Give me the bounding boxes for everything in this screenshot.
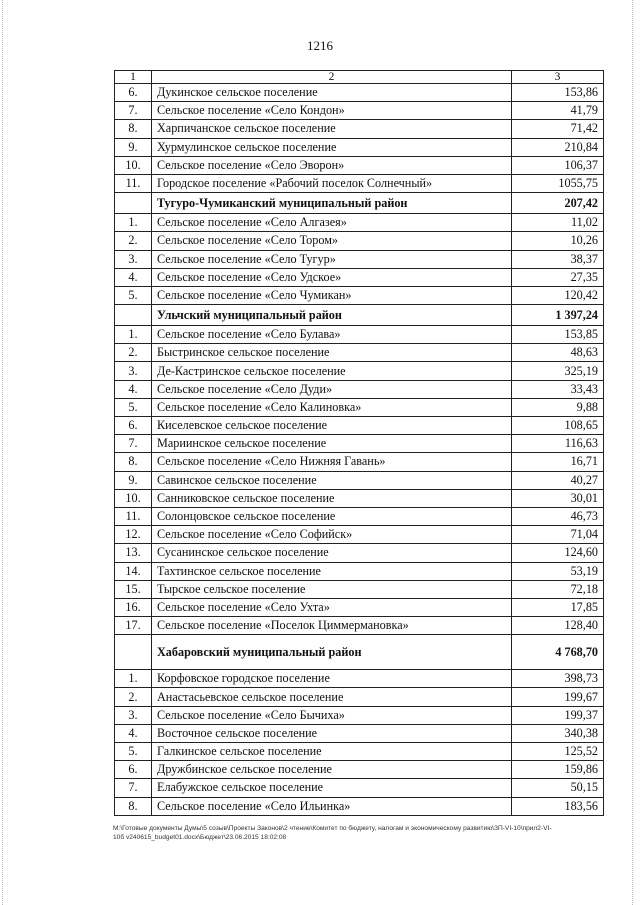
row-value: 10,26	[512, 232, 604, 250]
row-number: 7.	[115, 779, 152, 797]
settlement-row	[115, 670, 604, 688]
row-name: Галкинское сельское поселение	[152, 743, 512, 761]
row-name: Мариинское сельское поселение	[152, 435, 512, 453]
row-number: 1.	[115, 670, 152, 688]
row-value: 4 768,70	[512, 635, 604, 670]
row-number: 7.	[115, 435, 152, 453]
settlement-row	[115, 724, 604, 742]
row-number: 8.	[115, 453, 152, 471]
settlement-row	[115, 362, 604, 380]
row-value: 325,19	[512, 362, 604, 380]
row-number: 10.	[115, 156, 152, 174]
budget-table-body	[115, 71, 604, 816]
row-number: 1.	[115, 214, 152, 232]
row-value: 1 397,24	[512, 305, 604, 326]
settlement-row	[115, 417, 604, 435]
row-name: Сельское поселение «Поселок Циммермановка»	[152, 617, 512, 635]
row-number: 2.	[115, 344, 152, 362]
row-value: 124,60	[512, 544, 604, 562]
row-number: 1.	[115, 326, 152, 344]
row-name: Корфовское городское поселение	[152, 670, 512, 688]
row-name: Тырское сельское поселение	[152, 580, 512, 598]
row-value: 46,73	[512, 507, 604, 525]
row-value: 153,86	[512, 84, 604, 102]
right-margin-line	[632, 0, 633, 905]
row-value: 207,42	[512, 193, 604, 214]
settlement-row	[115, 326, 604, 344]
file-path-footer	[113, 824, 613, 842]
settlement-row	[115, 544, 604, 562]
row-value: 159,86	[512, 761, 604, 779]
row-name: Елабужское сельское поселение	[152, 779, 512, 797]
row-number: 3.	[115, 362, 152, 380]
row-name: Сельское поселение «Село Тугур»	[152, 250, 512, 268]
row-value: 340,38	[512, 724, 604, 742]
row-number: 12.	[115, 526, 152, 544]
row-name: Сельское поселение «Село Эворон»	[152, 156, 512, 174]
row-number: 2.	[115, 232, 152, 250]
row-value: 27,35	[512, 268, 604, 286]
row-name: Городское поселение «Рабочий поселок Солнечный»	[152, 174, 512, 192]
page-number: 1216	[307, 38, 333, 53]
row-name: Сусанинское сельское поселение	[152, 544, 512, 562]
row-name: Восточное сельское поселение	[152, 724, 512, 742]
row-number: 9.	[115, 471, 152, 489]
row-number: 11.	[115, 507, 152, 525]
row-name: Сельское поселение «Село Ухта»	[152, 598, 512, 616]
row-name: Сельское поселение «Село Кондон»	[152, 102, 512, 120]
row-value: 199,37	[512, 706, 604, 724]
footer-line-2: 10б v240615_budget01.docx\Бюджет\23.06.2015 18:02:08	[113, 834, 287, 841]
settlement-row	[115, 102, 604, 120]
settlement-row	[115, 489, 604, 507]
settlement-row	[115, 398, 604, 416]
district-row	[115, 635, 604, 670]
settlement-row	[115, 156, 604, 174]
row-number: 6.	[115, 84, 152, 102]
district-row	[115, 305, 604, 326]
settlement-row	[115, 598, 604, 616]
row-number: 6.	[115, 761, 152, 779]
row-number: 16.	[115, 598, 152, 616]
row-number: 11.	[115, 174, 152, 192]
row-name: Тахтинское сельское поселение	[152, 562, 512, 580]
row-number: 8.	[115, 797, 152, 815]
footer-line-1: M:\Готовые документы Думы\5 созыв\Проекты Законов\2 чтение\Комитет по бюджету, налогам и экономическому развитию\ЗП-VI-10\прил2-VI-	[113, 825, 552, 832]
row-name: Дукинское сельское поселение	[152, 84, 512, 102]
row-name: Сельское поселение «Село Удское»	[152, 268, 512, 286]
settlement-row	[115, 779, 604, 797]
settlement-row	[115, 743, 604, 761]
row-value: 9,88	[512, 398, 604, 416]
row-name: Сельское поселение «Село Тором»	[152, 232, 512, 250]
row-number: 7.	[115, 102, 152, 120]
row-number: 17.	[115, 617, 152, 635]
row-name: Сельское поселение «Село Калиновка»	[152, 398, 512, 416]
settlement-row	[115, 435, 604, 453]
settlement-row	[115, 268, 604, 286]
row-name: Анастасьевское сельское поселение	[152, 688, 512, 706]
row-value: 128,40	[512, 617, 604, 635]
settlement-row	[115, 214, 604, 232]
settlement-row	[115, 526, 604, 544]
row-value: 71,42	[512, 120, 604, 138]
row-name: Санниковское сельское поселение	[152, 489, 512, 507]
district-row	[115, 193, 604, 214]
row-number: 13.	[115, 544, 152, 562]
row-number	[115, 193, 152, 214]
row-number: 5.	[115, 286, 152, 304]
settlement-row	[115, 232, 604, 250]
settlement-row	[115, 562, 604, 580]
row-name: Сельское поселение «Село Софийск»	[152, 526, 512, 544]
settlement-row	[115, 286, 604, 304]
settlement-row	[115, 174, 604, 192]
row-name: Ульчский муниципальный район	[152, 305, 512, 326]
row-value: 120,42	[512, 286, 604, 304]
row-name: Хабаровский муниципальный район	[152, 635, 512, 670]
settlement-row	[115, 617, 604, 635]
row-value: 30,01	[512, 489, 604, 507]
row-number: 2.	[115, 688, 152, 706]
header-col-2: 2	[152, 71, 512, 84]
row-name: Сельское поселение «Село Бычиха»	[152, 706, 512, 724]
row-number: 9.	[115, 138, 152, 156]
row-value: 50,15	[512, 779, 604, 797]
row-value: 116,63	[512, 435, 604, 453]
row-value: 125,52	[512, 743, 604, 761]
settlement-row	[115, 250, 604, 268]
row-name: Быстринское сельское поселение	[152, 344, 512, 362]
row-number: 14.	[115, 562, 152, 580]
row-value: 40,27	[512, 471, 604, 489]
header-col-3: 3	[512, 71, 604, 84]
row-value: 33,43	[512, 380, 604, 398]
row-name: Киселевское сельское поселение	[152, 417, 512, 435]
row-value: 1055,75	[512, 174, 604, 192]
row-name: Сельское поселение «Село Нижняя Гавань»	[152, 453, 512, 471]
settlement-row	[115, 507, 604, 525]
row-value: 17,85	[512, 598, 604, 616]
row-name: Сельское поселение «Село Чумикан»	[152, 286, 512, 304]
settlement-row	[115, 580, 604, 598]
header-col-1: 1	[115, 71, 152, 84]
row-value: 72,18	[512, 580, 604, 598]
row-number: 6.	[115, 417, 152, 435]
left-margin-line	[2, 0, 3, 905]
row-value: 199,67	[512, 688, 604, 706]
budget-table	[114, 70, 604, 816]
settlement-row	[115, 380, 604, 398]
settlement-row	[115, 344, 604, 362]
row-number: 15.	[115, 580, 152, 598]
settlement-row	[115, 120, 604, 138]
row-value: 41,79	[512, 102, 604, 120]
row-value: 71,04	[512, 526, 604, 544]
row-number: 4.	[115, 724, 152, 742]
row-number	[115, 305, 152, 326]
row-value: 11,02	[512, 214, 604, 232]
settlement-row	[115, 453, 604, 471]
settlement-row	[115, 706, 604, 724]
row-number: 3.	[115, 250, 152, 268]
row-name: Харпичанское сельское поселение	[152, 120, 512, 138]
settlement-row	[115, 688, 604, 706]
row-name: Тугуро-Чумиканский муниципальный район	[152, 193, 512, 214]
row-name: Де-Кастринское сельское поселение	[152, 362, 512, 380]
row-value: 16,71	[512, 453, 604, 471]
row-name: Сельское поселение «Село Дуди»	[152, 380, 512, 398]
row-number: 4.	[115, 380, 152, 398]
row-number: 5.	[115, 743, 152, 761]
row-number: 10.	[115, 489, 152, 507]
row-value: 398,73	[512, 670, 604, 688]
row-value: 210,84	[512, 138, 604, 156]
row-name: Савинское сельское поселение	[152, 471, 512, 489]
settlement-row	[115, 138, 604, 156]
settlement-row	[115, 761, 604, 779]
row-value: 108,65	[512, 417, 604, 435]
settlement-row	[115, 84, 604, 102]
row-name: Сельское поселение «Село Ильинка»	[152, 797, 512, 815]
table-header-row	[115, 71, 604, 84]
row-name: Сельское поселение «Село Булава»	[152, 326, 512, 344]
row-number: 3.	[115, 706, 152, 724]
row-value: 38,37	[512, 250, 604, 268]
row-value: 153,85	[512, 326, 604, 344]
row-name: Сельское поселение «Село Алгазея»	[152, 214, 512, 232]
settlement-row	[115, 797, 604, 815]
row-value: 183,56	[512, 797, 604, 815]
settlement-row	[115, 471, 604, 489]
row-name: Хурмулинское сельское поселение	[152, 138, 512, 156]
row-number: 4.	[115, 268, 152, 286]
row-number: 8.	[115, 120, 152, 138]
row-name: Дружбинское сельское поселение	[152, 761, 512, 779]
row-value: 53,19	[512, 562, 604, 580]
row-value: 106,37	[512, 156, 604, 174]
row-number	[115, 635, 152, 670]
row-value: 48,63	[512, 344, 604, 362]
row-number: 5.	[115, 398, 152, 416]
row-name: Солонцовское сельское поселение	[152, 507, 512, 525]
